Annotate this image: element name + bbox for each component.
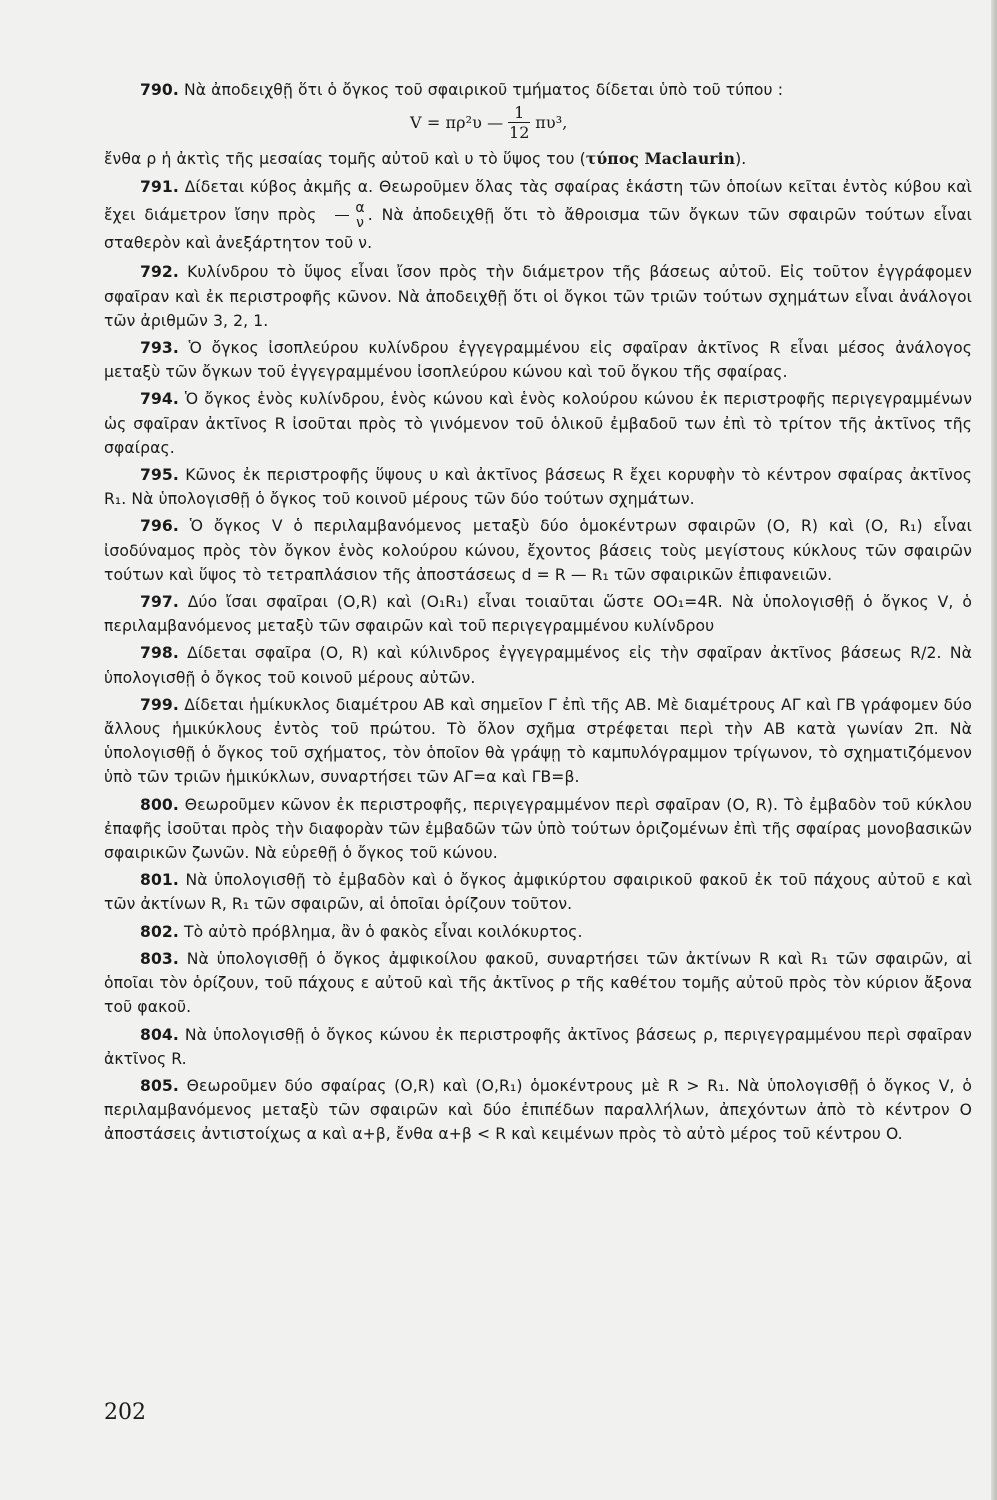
problem-text: Νὰ ὑπολογισθῇ τὸ ἐμβαδὸν καὶ ὁ ὄγκος ἀμφικύρτου σφαιρικοῦ φακοῦ ἐκ τοῦ πάχους αὐτοῦ ε καὶ τῶν ἀκτίνων R, R₁ τῶν σφαιρῶν, αἱ ὁποῖαι ὁρίζουν τοῦτον. bbox=[104, 871, 973, 914]
problem-number: 801. bbox=[140, 871, 179, 890]
problem-802 bbox=[104, 920, 972, 944]
problem-text: Νὰ ὑπολογισθῇ ὁ ὄγκος κώνου ἐκ περιστροφῆς ἀκτῖνος βάσεως ρ, περιγεγραμμένου περὶ σφαῖραν ἀκτῖνος R. bbox=[104, 1025, 972, 1068]
page-content bbox=[104, 78, 972, 1147]
problem-number: 804. bbox=[140, 1025, 179, 1044]
problem-794 bbox=[104, 387, 972, 460]
problem-793 bbox=[104, 336, 972, 384]
problem-text: Δίδεται ἡμίκυκλος διαμέτρου ΑΒ καὶ σημεῖον Γ ἐπὶ τῆς ΑΒ. Μὲ διαμέτρους ΑΓ καὶ ΓΒ γράφομεν δύο ἄλλους ἡμικύκλους ἐντὸς τοῦ πρώτου. Τὸ ὅλον σχῆμα στρέφεται περὶ τὴν ΑΒ κατὰ γωνίαν 2π. Νὰ ὑπολογισθῇ ὁ ὄγκος τοῦ σχήματος, τὸν ὁποῖον θὰ γράψῃ τὸ καμπυλόγραμμον τρίγωνον, τὸ σχηματιζόμενον ὑπὸ τῶν τριῶν ἡμικύκλων, συναρτήσει τῶν ΑΓ=α καὶ ΓΒ=β. bbox=[104, 695, 972, 787]
problem-number: 793. bbox=[140, 339, 179, 358]
problem-number: 802. bbox=[140, 922, 179, 941]
maclaurin-formula bbox=[104, 102, 972, 147]
problem-number: 790. bbox=[140, 81, 179, 99]
problem-text: Δίδεται κύβος ἀκμῆς α. Θεωροῦμεν ὅλας τὰς σφαίρας ἑκάστη τῶν ὁποίων κεῖται ἐντὸς κύβου καὶ ἔχει διάμετρον ἴσην πρὸς bbox=[104, 178, 973, 225]
problem-text: ). bbox=[735, 150, 747, 169]
problem-801 bbox=[104, 868, 972, 916]
problem-text: Τὸ αὐτὸ πρόβλημα, ἂν ὁ φακὸς εἶναι κοιλόκυρτος. bbox=[183, 922, 583, 941]
problem-797 bbox=[104, 590, 972, 638]
formula-left: V = πρ²υ — bbox=[410, 112, 504, 132]
problem-text: Κῶνος ἐκ περιστροφῆς ὕψους υ καὶ ἀκτῖνος βάσεως R ἔχει κορυφὴν τὸ κέντρον σφαίρας ἀκτῖνος R₁. Νὰ ὑπολογισθῇ ὁ ὄγκος τοῦ κοινοῦ μέρους τῶν δύο τούτων σχημάτων. bbox=[104, 466, 972, 509]
problem-number: 792. bbox=[140, 263, 179, 282]
problem-798 bbox=[104, 641, 972, 689]
problem-number: 799. bbox=[140, 695, 179, 714]
problem-790 bbox=[104, 78, 972, 102]
problem-text: Ὁ ὄγκος V ὁ περιλαμβανόμενος μεταξὺ δύο ὁμοκέντρων σφαιρῶν (O, R) καὶ (O, R₁) εἶναι ἰσοδύναμος πρὸς τὸν ὄγκον ἑνὸς κολούρου κώνου, ἔχοντος βάσεις τοὺς μεγίστους κύκλους τῶν σφαιρῶν τούτων καὶ ὕψος τὸ τετραπλάσιον τῆς ἀποστάσεως d = R — R₁ τῶν σφαιρικῶν ἐπιφανειῶν. bbox=[104, 517, 972, 584]
problem-number: 805. bbox=[140, 1076, 179, 1095]
fraction-denominator: ν bbox=[356, 215, 364, 232]
page-edge bbox=[991, 0, 997, 1500]
problem-805 bbox=[104, 1074, 972, 1147]
fraction-numerator: 1 bbox=[514, 103, 525, 123]
problem-text: Κυλίνδρου τὸ ὕψος εἶναι ἴσον πρὸς τὴν διάμετρον τῆς βάσεως αὐτοῦ. Εἰς τοῦτον ἐγγράφομεν σφαῖραν καὶ ἐκ περιστροφῆς κῶνον. Νὰ ἀποδειχθῇ ὅτι οἱ ὄγκοι τῶν τριῶν τούτων σχημάτων εἶναι ἀνάλογοι τῶν ἀριθμῶν 3, 2, 1. bbox=[104, 263, 972, 330]
page-number: 202 bbox=[104, 1400, 146, 1425]
problem-number: 797. bbox=[140, 593, 179, 612]
problem-text: Δίδεται σφαῖρα (O, R) καὶ κύλινδρος ἐγγεγραμμένος εἰς τὴν σφαῖραν ἀκτῖνος βάσεως R/2. Νὰ ὑπολογισθῇ ὁ ὄγκος τοῦ κοινοῦ μέρους αὐτῶν. bbox=[104, 644, 972, 687]
problem-text: Νὰ ἀποδειχθῇ ὅτι ὁ ὄγκος τοῦ σφαιρικοῦ τμήματος δίδεται ὑπὸ τοῦ τύπου : bbox=[183, 81, 784, 99]
problem-800 bbox=[104, 793, 972, 866]
problem-number: 800. bbox=[140, 795, 179, 814]
problem-number: 803. bbox=[140, 949, 179, 968]
problem-number: 794. bbox=[140, 390, 179, 409]
problem-text: Θεωροῦμεν κῶνον ἐκ περιστροφῆς, περιγεγραμμένον περὶ σφαῖραν (O, R). Τὸ ἐμβαδὸν τοῦ κύκλου ἐπαφῆς ἰσοῦται πρὸς τὴν διαφορὰν τῶν ἐμβαδῶν τῶν ὑπὸ τούτων ὁριζομένων ἐπὶ τῆς σφαίρας μονοβασικῶν σφαιρικῶν ζωνῶν. Νὰ εὑρεθῇ ὁ ὄγκος τοῦ κώνου. bbox=[104, 795, 972, 863]
problem-803 bbox=[104, 947, 972, 1020]
alpha-over-nu-fraction bbox=[319, 201, 364, 230]
formula-name: τύπος Maclaurin bbox=[585, 149, 736, 169]
problem-text: ἔνθα ρ ἡ ἀκτὶς τῆς μεσαίας τομῆς αὐτοῦ καὶ υ τὸ ὕψος του ( bbox=[104, 150, 586, 169]
problem-796 bbox=[104, 514, 972, 587]
formula-fraction bbox=[508, 104, 530, 141]
problem-804 bbox=[104, 1023, 972, 1071]
problem-number: 798. bbox=[140, 644, 179, 663]
problem-text: Νὰ ὑπολογισθῇ ὁ ὄγκος ἀμφικοίλου φακοῦ, συναρτήσει τῶν ἀκτίνων R καὶ R₁ τῶν σφαιρῶν, αἱ ὁποῖαι τὸν ὁρίζουν, τοῦ πάχους ε αὐτοῦ καὶ τῆς ἀκτῖνος ρ τῆς καθέτου τομῆς αὐτοῦ πρὸς τὸν κύριον ἄξονα τοῦ φακοῦ. bbox=[104, 949, 972, 1017]
problem-795 bbox=[104, 463, 972, 511]
problem-text: Ὁ ὄγκος ἑνὸς κυλίνδρου, ἑνὸς κώνου καὶ ἑνὸς κολούρου κώνου ἐκ περιστροφῆς περιγεγραμμένων ὡς σφαῖραν ἀκτῖνος R ἰσοῦται πρὸς τὸ γινόμενον τοῦ ὁλικοῦ ἐμβαδοῦ των ἐπὶ τὸ τρίτον τῆς ἀκτῖνος τῆς σφαίρας. bbox=[104, 390, 972, 457]
problem-number: 795. bbox=[140, 466, 179, 485]
problem-790-continuation bbox=[104, 147, 972, 171]
problem-text: Δύο ἴσαι σφαῖραι (O,R) καὶ (O₁R₁) εἶναι τοιαῦται ὥστε OO₁=4R. Νὰ ὑπολογισθῇ ὁ ὄγκος V, ὁ περιλαμβανόμενος μεταξὺ τῶν σφαιρῶν καὶ τοῦ περιγεγραμμένου κυλίνδρου bbox=[104, 593, 972, 636]
problem-799 bbox=[104, 693, 972, 790]
problem-text: . Νὰ ἀποδειχθῇ ὅτι τὸ ἄθροισμα τῶν ὄγκων τῶν σφαιρῶν τούτων εἶναι σταθερὸν καὶ ἀνεξάρτητον τοῦ ν. bbox=[104, 206, 972, 253]
problem-792 bbox=[104, 260, 972, 333]
problem-number: 791. bbox=[140, 178, 179, 197]
fraction-numerator: α bbox=[355, 200, 365, 217]
formula-right: πυ³, bbox=[535, 112, 568, 132]
fraction-denominator: 12 bbox=[509, 123, 530, 143]
problem-791 bbox=[104, 174, 972, 257]
problem-text: Θεωροῦμεν δύο σφαίρας (O,R) καὶ (O,R₁) ὁμοκέντρους μὲ R > R₁. Νὰ ὑπολογισθῇ ὁ ὄγκος V, ὁ περιλαμβανόμενος μεταξὺ τῶν σφαιρῶν καὶ δύο ἐπιπέδων παραλλήλων, ἀπεχόντων ἀπὸ τὸ κέντρον O ἀποστάσεις ἀντιστοίχως α καὶ α+β, ἔνθα α+β < R καὶ κειμένων πρὸς τὸ αὐτὸ μέρος τοῦ κέντρου O. bbox=[104, 1076, 972, 1144]
problem-number: 796. bbox=[140, 517, 179, 536]
problem-text: Ὁ ὄγκος ἰσοπλεύρου κυλίνδρου ἐγγεγραμμένου εἰς σφαῖραν ἀκτῖνος R εἶναι μέσος ἀνάλογος μεταξὺ τῶν ὄγκων τοῦ ἐγγεγραμμένου ἰσοπλεύρου κώνου καὶ τοῦ ὄγκου τῆς σφαίρας. bbox=[104, 339, 972, 382]
